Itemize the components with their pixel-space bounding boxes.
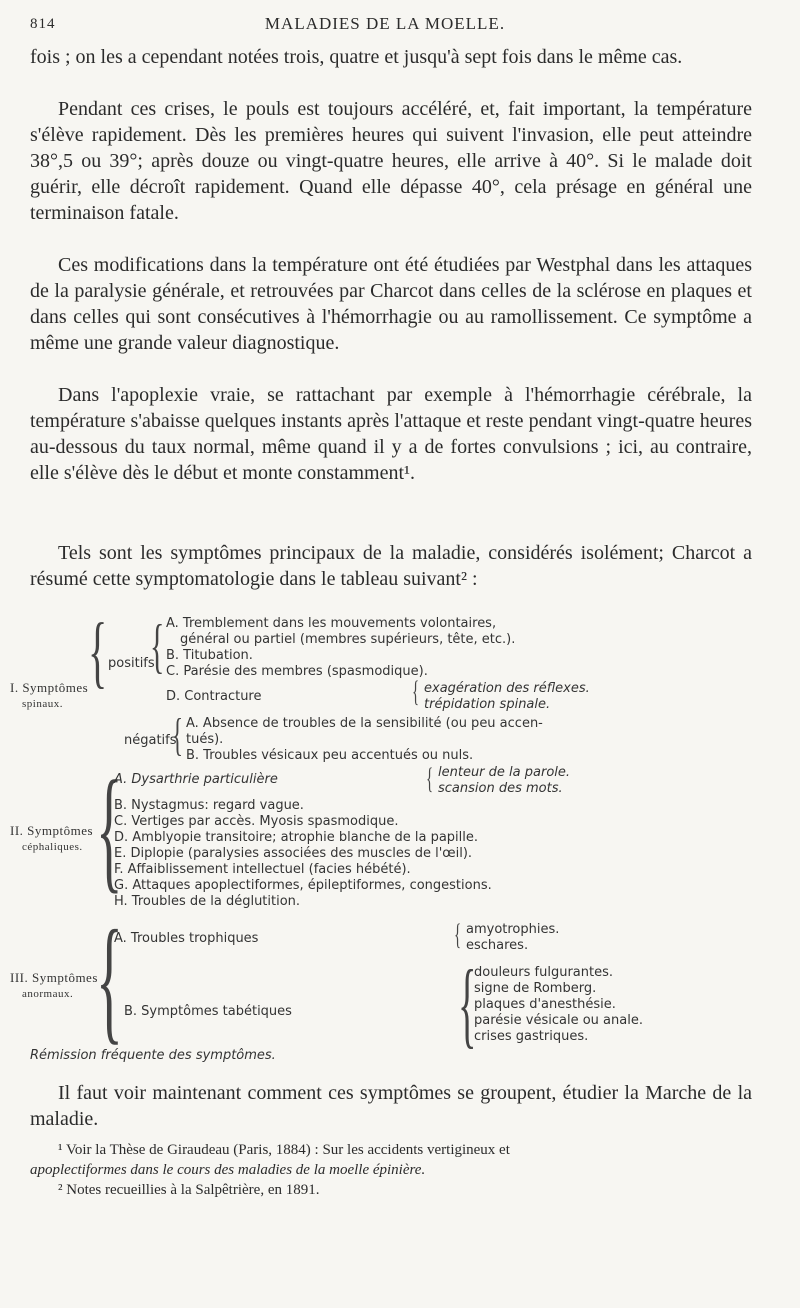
pos-d-a: exagération des réflexes. [424, 681, 590, 696]
running-title: MALADIES DE LA MOELLE. [264, 14, 506, 33]
brace-group-3: { [96, 902, 123, 1057]
group-1-subtitle: spinaux. [22, 698, 63, 710]
brace-negatifs: { [172, 709, 184, 760]
paragraph-5: Tels sont les symptômes principaux de la maladie, considérés isolément; Charcot a résumé cette symptomatologie dans le tableau suivant² : [30, 542, 752, 590]
label-negatifs: négatifs [124, 733, 177, 748]
brace-dysarthrie: { [426, 762, 434, 795]
ceph-a-b: scansion des mots. [438, 781, 563, 796]
footnote-1-line-1: ¹ Voir la Thèse de Giraudeau (Paris, 1884) : Sur les accidents vertigineux et [58, 1142, 510, 1158]
pos-a-1: A. Tremblement dans les mouvements volontaires, [166, 616, 497, 631]
group-1-title: I. Symptômes [10, 680, 89, 695]
group-2-title: II. Symptômes [10, 823, 94, 838]
brace-contracture: { [412, 675, 420, 708]
group-3-title: III. Symptômes [10, 970, 98, 985]
footnote-1-line-2: apoplectiformes dans le cours des maladies de la moelle épinière. [30, 1162, 426, 1178]
paragraph-3: Ces modifications dans la température ont été étudiées par Westphal dans les attaques de la paralysie générale, et retrouvées par Charcot dans celles de la sclérose en plaques et dans celles qui sont consécutives à l'hémorrhagie ou au ramollissement. Ce symptôme a même une grande valeur diagnostique. [30, 254, 752, 354]
footnote-2: ² Notes recueillies à la Salpêtrière, en 1891. [58, 1182, 320, 1198]
brace-positifs: { [150, 613, 165, 679]
anorm-b-5: crises gastriques. [474, 1029, 589, 1044]
pos-a-2: général ou partiel (membres supérieurs, tête, etc.). [180, 632, 516, 647]
anorm-a: A. Troubles trophiques [114, 931, 259, 946]
group-3-subtitle: anormaux. [22, 988, 74, 1000]
paragraph-1: fois ; on les a cependant notées trois, quatre et jusqu'à sept fois dans le même cas. [30, 46, 683, 68]
ceph-g: G. Attaques apoplectiformes, épileptiformes, congestions. [114, 878, 492, 893]
ceph-e: E. Diplopie (paralysies associées des muscles de l'œil). [114, 846, 473, 861]
group-2-subtitle: céphaliques. [22, 841, 83, 853]
anorm-a-b: eschares. [466, 938, 529, 953]
pos-d: D. Contracture [166, 689, 262, 704]
ceph-f: F. Affaiblissement intellectuel (facies hébété). [114, 862, 411, 877]
anorm-b-1: douleurs fulgurantes. [474, 965, 614, 980]
anorm-b-4: parésie vésicale ou anale. [474, 1013, 643, 1028]
footnotes [30, 1140, 752, 1200]
ceph-c: C. Vertiges par accès. Myosis spasmodique. [114, 814, 399, 829]
ceph-b: B. Nystagmus: regard vague. [114, 798, 304, 813]
paragraph-2: Pendant ces crises, le pouls est toujours accéléré, et, fait important, la température s'élève rapidement. Dès les premières heures qui suivent l'invasion, elle peut atteindre 38°,5 ou 39°; après douze ou vingt-quatre heures, elle arrive à 40°. Si le malade doit guérir, elle décroît rapidement. Quand elle dépasse 40°, cela présage en général une terminaison fatale. [30, 98, 752, 224]
brace-tabetiques: { [458, 950, 477, 1057]
ceph-h: H. Troubles de la déglutition. [114, 894, 301, 909]
brace-trophiques: { [454, 918, 462, 951]
brace-group-1: { [88, 608, 108, 696]
label-positifs: positifs [108, 656, 155, 671]
paragraph-4: Dans l'apoplexie vraie, se rattachant par exemple à l'hémorrhagie cérébrale, la température s'abaisse quelques instants après l'attaque et reste pendant vingt-quatre heures au-dessous du taux normal, même quand il y a de fortes convulsions ; ici, au contraire, elle s'élève dès le début et monte constamment¹. [30, 384, 752, 484]
page-header [30, 14, 740, 40]
ceph-a: A. Dysarthrie particulière [114, 772, 278, 787]
neg-a-2: tués). [186, 732, 224, 747]
pos-c: C. Parésie des membres (spasmodique). [166, 664, 428, 679]
ceph-a-a: lenteur de la parole. [438, 765, 571, 780]
page-number: 814 [30, 16, 56, 32]
pos-d-b: trépidation spinale. [424, 697, 551, 712]
remission-note: Rémission fréquente des symptômes. [30, 1048, 276, 1063]
brace-group-2: { [96, 752, 123, 905]
anorm-a-a: amyotrophies. [466, 922, 560, 937]
anorm-b-2: signe de Romberg. [474, 981, 597, 996]
anorm-b-3: plaques d'anesthésie. [474, 997, 616, 1012]
pos-b: B. Titubation. [166, 648, 253, 663]
paragraph-6: Il faut voir maintenant comment ces symptômes se groupent, étudier la Marche de la maladie. [30, 1082, 752, 1130]
ceph-d: D. Amblyopie transitoire; atrophie blanche de la papille. [114, 830, 479, 845]
anorm-b: B. Symptômes tabétiques [124, 1004, 292, 1019]
neg-a-1: A. Absence de troubles de la sensibilité (ou peu accen- [186, 716, 543, 731]
neg-b: B. Troubles vésicaux peu accentués ou nuls. [186, 748, 474, 763]
